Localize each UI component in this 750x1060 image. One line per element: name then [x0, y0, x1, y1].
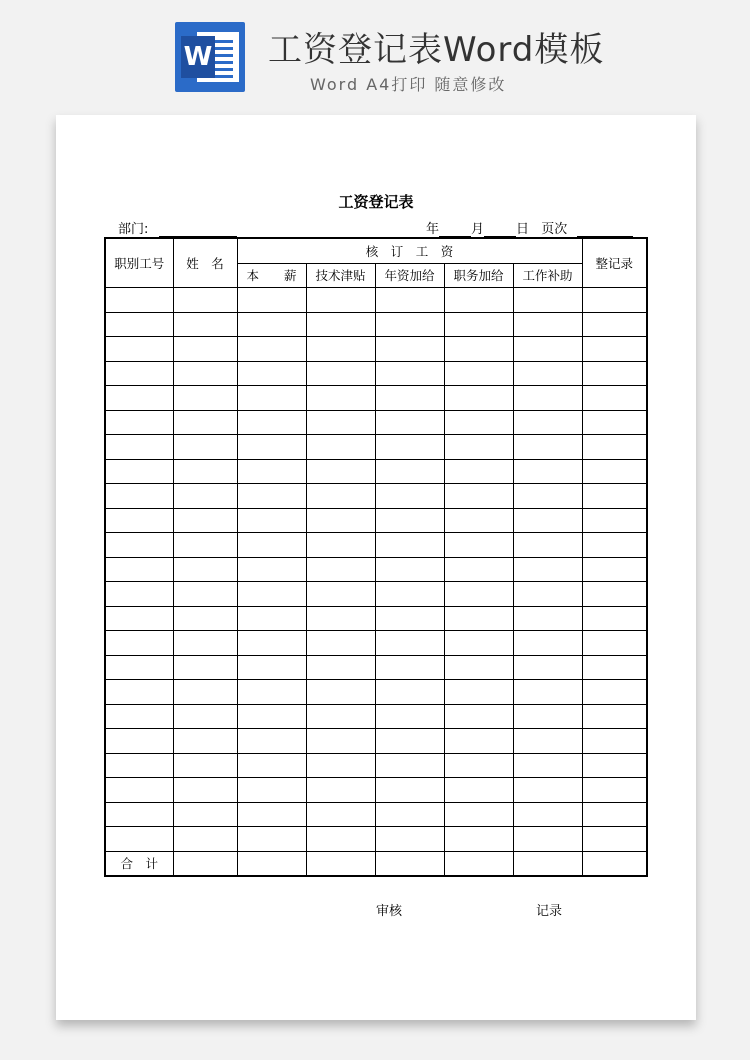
table-cell[interactable]	[513, 337, 582, 362]
table-cell[interactable]	[173, 704, 237, 729]
table-cell[interactable]	[582, 582, 647, 607]
table-cell[interactable]	[237, 680, 306, 705]
table-cell[interactable]	[306, 361, 375, 386]
table-row	[105, 753, 647, 778]
table-cell[interactable]	[513, 386, 582, 411]
table-cell[interactable]	[444, 533, 513, 558]
table-cell[interactable]	[237, 435, 306, 460]
table-cell[interactable]	[444, 655, 513, 680]
table-cell[interactable]	[513, 827, 582, 852]
table-cell[interactable]	[582, 729, 647, 754]
table-cell[interactable]	[306, 582, 375, 607]
day-label: 日	[516, 222, 530, 237]
table-cell[interactable]	[105, 410, 173, 435]
table-cell[interactable]	[375, 631, 444, 656]
table-cell[interactable]	[582, 655, 647, 680]
table-cell[interactable]	[444, 704, 513, 729]
table-cell[interactable]	[173, 484, 237, 509]
table-cell[interactable]	[375, 655, 444, 680]
table-cell[interactable]	[237, 631, 306, 656]
table-cell[interactable]	[105, 729, 173, 754]
table-cell[interactable]	[173, 606, 237, 631]
table-cell[interactable]	[444, 337, 513, 362]
table-cell[interactable]	[306, 508, 375, 533]
table-cell[interactable]	[375, 606, 444, 631]
col-position-pay: 职务加给	[444, 263, 513, 288]
table-cell[interactable]	[375, 582, 444, 607]
table-cell[interactable]	[173, 557, 237, 582]
table-cell[interactable]	[237, 484, 306, 509]
table-cell[interactable]	[306, 778, 375, 803]
table-cell[interactable]	[444, 680, 513, 705]
table-cell[interactable]	[173, 459, 237, 484]
table-cell[interactable]	[444, 802, 513, 827]
table-cell[interactable]	[582, 288, 647, 313]
table-cell[interactable]	[582, 802, 647, 827]
table-cell[interactable]	[375, 337, 444, 362]
table-cell[interactable]	[173, 778, 237, 803]
table-cell[interactable]	[582, 459, 647, 484]
table-cell[interactable]	[173, 361, 237, 386]
table-row	[105, 312, 647, 337]
table-cell[interactable]	[582, 386, 647, 411]
document-title: 工资登记表	[338, 193, 414, 211]
table-cell[interactable]	[237, 606, 306, 631]
table-cell[interactable]	[513, 361, 582, 386]
table-row	[105, 802, 647, 827]
total-cell[interactable]	[173, 851, 237, 876]
table-cell[interactable]	[375, 680, 444, 705]
table-cell[interactable]	[306, 631, 375, 656]
table-cell[interactable]	[105, 361, 173, 386]
total-cell[interactable]	[237, 851, 306, 876]
table-cell[interactable]	[513, 459, 582, 484]
col-tech-allowance: 技术津贴	[306, 263, 375, 288]
table-row	[105, 704, 647, 729]
total-row	[105, 851, 647, 876]
table-cell[interactable]	[237, 533, 306, 558]
document-page	[56, 115, 696, 1020]
table-cell[interactable]	[173, 410, 237, 435]
table-cell[interactable]	[306, 484, 375, 509]
table-cell[interactable]	[513, 508, 582, 533]
table-cell[interactable]	[513, 288, 582, 313]
table-cell[interactable]	[375, 361, 444, 386]
table-cell[interactable]	[237, 655, 306, 680]
word-logo-letter: W	[181, 36, 215, 78]
table-cell[interactable]	[237, 557, 306, 582]
table-row	[105, 459, 647, 484]
table-cell[interactable]	[237, 312, 306, 337]
table-cell[interactable]	[444, 312, 513, 337]
day-blank	[484, 223, 516, 237]
table-cell[interactable]	[173, 827, 237, 852]
table-cell[interactable]	[375, 288, 444, 313]
table-cell[interactable]	[582, 704, 647, 729]
table-cell[interactable]	[105, 680, 173, 705]
table-cell[interactable]	[582, 557, 647, 582]
table-cell[interactable]	[105, 655, 173, 680]
table-row	[105, 288, 647, 313]
table-cell[interactable]	[582, 435, 647, 460]
table-cell[interactable]	[582, 337, 647, 362]
table-cell[interactable]	[444, 827, 513, 852]
table-cell[interactable]	[582, 312, 647, 337]
col-adjust: 整记录	[582, 238, 647, 288]
table-cell[interactable]	[173, 533, 237, 558]
col-seniority-pay: 年资加给	[375, 263, 444, 288]
table-cell[interactable]	[105, 435, 173, 460]
date-page-field	[426, 218, 633, 237]
table-cell[interactable]	[582, 827, 647, 852]
page-label: 页次	[541, 222, 568, 237]
table-row	[105, 435, 647, 460]
table-row	[105, 729, 647, 754]
table-cell[interactable]	[237, 410, 306, 435]
table-cell[interactable]	[237, 386, 306, 411]
table-cell[interactable]	[173, 435, 237, 460]
table-cell[interactable]	[444, 484, 513, 509]
table-cell[interactable]	[105, 582, 173, 607]
total-label: 合 计	[105, 851, 173, 876]
table-cell[interactable]	[444, 508, 513, 533]
table-cell[interactable]	[173, 312, 237, 337]
col-name: 姓 名	[173, 238, 237, 288]
table-cell[interactable]	[582, 533, 647, 558]
department-label: 部门:	[118, 222, 149, 237]
table-cell[interactable]	[444, 778, 513, 803]
table-cell[interactable]	[105, 386, 173, 411]
table-cell[interactable]	[306, 680, 375, 705]
table-cell[interactable]	[513, 312, 582, 337]
table-cell[interactable]	[306, 802, 375, 827]
table-cell[interactable]	[582, 484, 647, 509]
table-cell[interactable]	[173, 802, 237, 827]
table-cell[interactable]	[105, 631, 173, 656]
table-cell[interactable]	[306, 704, 375, 729]
table-row	[105, 533, 647, 558]
department-field	[118, 218, 237, 237]
table-cell[interactable]	[306, 288, 375, 313]
table-cell[interactable]	[105, 802, 173, 827]
table-cell[interactable]	[105, 778, 173, 803]
table-row	[105, 557, 647, 582]
table-cell[interactable]	[306, 729, 375, 754]
table-cell[interactable]	[237, 508, 306, 533]
table-cell[interactable]	[513, 704, 582, 729]
table-cell[interactable]	[105, 484, 173, 509]
table-cell[interactable]	[237, 704, 306, 729]
table-cell[interactable]	[105, 533, 173, 558]
table-cell[interactable]	[375, 802, 444, 827]
table-cell[interactable]	[444, 753, 513, 778]
table-cell[interactable]	[237, 337, 306, 362]
table-cell[interactable]	[582, 410, 647, 435]
table-cell[interactable]	[237, 753, 306, 778]
total-cell[interactable]	[582, 851, 647, 876]
table-cell[interactable]	[173, 753, 237, 778]
table-cell[interactable]	[105, 288, 173, 313]
table-cell[interactable]	[237, 459, 306, 484]
table-cell[interactable]	[306, 606, 375, 631]
table-row	[105, 484, 647, 509]
table-cell[interactable]	[444, 729, 513, 754]
table-cell[interactable]	[105, 557, 173, 582]
table-cell[interactable]	[582, 680, 647, 705]
table-cell[interactable]	[306, 435, 375, 460]
table-cell[interactable]	[306, 827, 375, 852]
table-cell[interactable]	[105, 704, 173, 729]
table-cell[interactable]	[582, 778, 647, 803]
table-cell[interactable]	[306, 386, 375, 411]
table-cell[interactable]	[513, 680, 582, 705]
table-cell[interactable]	[375, 386, 444, 411]
table-cell[interactable]	[582, 631, 647, 656]
table-cell[interactable]	[375, 704, 444, 729]
table-cell[interactable]	[105, 337, 173, 362]
table-cell[interactable]	[444, 557, 513, 582]
table-cell[interactable]	[375, 435, 444, 460]
table-cell[interactable]	[105, 606, 173, 631]
table-cell[interactable]	[173, 680, 237, 705]
table-row	[105, 606, 647, 631]
table-row	[105, 655, 647, 680]
table-cell[interactable]	[105, 753, 173, 778]
month-blank	[439, 223, 471, 237]
table-cell[interactable]	[237, 288, 306, 313]
table-cell[interactable]	[444, 582, 513, 607]
table-cell[interactable]	[173, 729, 237, 754]
table-cell[interactable]	[237, 729, 306, 754]
col-base-salary: 本 薪	[237, 263, 306, 288]
table-cell[interactable]	[513, 631, 582, 656]
table-cell[interactable]	[105, 459, 173, 484]
table-cell[interactable]	[375, 557, 444, 582]
year-label: 年	[426, 222, 440, 237]
table-cell[interactable]	[375, 459, 444, 484]
table-cell[interactable]	[513, 533, 582, 558]
table-cell[interactable]	[513, 802, 582, 827]
table-cell[interactable]	[105, 508, 173, 533]
table-cell[interactable]	[444, 606, 513, 631]
table-cell[interactable]	[513, 729, 582, 754]
table-cell[interactable]	[375, 827, 444, 852]
table-cell[interactable]	[306, 753, 375, 778]
table-row	[105, 386, 647, 411]
total-cell[interactable]	[444, 851, 513, 876]
table-cell[interactable]	[173, 582, 237, 607]
table-cell[interactable]	[444, 386, 513, 411]
table-cell[interactable]	[237, 361, 306, 386]
table-cell[interactable]	[306, 459, 375, 484]
table-cell[interactable]	[444, 459, 513, 484]
total-cell[interactable]	[513, 851, 582, 876]
table-cell[interactable]	[105, 312, 173, 337]
table-row	[105, 337, 647, 362]
table-cell[interactable]	[513, 655, 582, 680]
table-row	[105, 361, 647, 386]
table-cell[interactable]	[105, 827, 173, 852]
table-row	[105, 778, 647, 803]
table-cell[interactable]	[375, 753, 444, 778]
table-cell[interactable]	[306, 337, 375, 362]
review-label: 审核	[376, 904, 403, 919]
table-cell[interactable]	[513, 557, 582, 582]
table-cell[interactable]	[173, 386, 237, 411]
table-cell[interactable]	[173, 655, 237, 680]
table-cell[interactable]	[444, 410, 513, 435]
table-row	[105, 508, 647, 533]
total-cell[interactable]	[375, 851, 444, 876]
wage-table	[104, 237, 648, 877]
table-cell[interactable]	[513, 435, 582, 460]
col-work-subsidy: 工作补助	[513, 263, 582, 288]
department-blank	[159, 223, 237, 237]
banner	[0, 0, 750, 110]
table-row	[105, 680, 647, 705]
month-label: 月	[471, 222, 485, 237]
table-cell[interactable]	[513, 753, 582, 778]
table-cell[interactable]	[375, 778, 444, 803]
table-cell[interactable]	[375, 410, 444, 435]
table-cell[interactable]	[375, 312, 444, 337]
banner-title: 工资登记表Word模板	[268, 30, 605, 70]
table-cell[interactable]	[306, 533, 375, 558]
table-cell[interactable]	[513, 484, 582, 509]
total-cell[interactable]	[306, 851, 375, 876]
table-cell[interactable]	[306, 557, 375, 582]
table-cell[interactable]	[582, 606, 647, 631]
table-cell[interactable]	[513, 582, 582, 607]
table-cell[interactable]	[237, 802, 306, 827]
table-row	[105, 410, 647, 435]
table-cell[interactable]	[173, 288, 237, 313]
table-cell[interactable]	[444, 361, 513, 386]
table-cell[interactable]	[173, 508, 237, 533]
table-cell[interactable]	[444, 435, 513, 460]
table-cell[interactable]	[582, 753, 647, 778]
record-label: 记录	[536, 904, 563, 919]
table-row	[105, 582, 647, 607]
table-cell[interactable]	[375, 508, 444, 533]
col-approved-wage: 核 订 工 资	[237, 238, 582, 263]
table-cell[interactable]	[582, 508, 647, 533]
col-emp-id: 职别工号	[105, 238, 173, 288]
table-row	[105, 631, 647, 656]
table-cell[interactable]	[375, 484, 444, 509]
table-cell[interactable]	[513, 606, 582, 631]
table-cell[interactable]	[173, 631, 237, 656]
table-cell[interactable]	[237, 582, 306, 607]
table-cell[interactable]	[444, 631, 513, 656]
table-cell[interactable]	[582, 361, 647, 386]
table-cell[interactable]	[306, 410, 375, 435]
table-row	[105, 827, 647, 852]
table-cell[interactable]	[513, 410, 582, 435]
table-cell[interactable]	[306, 655, 375, 680]
banner-subtitle: Word A4打印 随意修改	[310, 75, 507, 94]
table-cell[interactable]	[173, 337, 237, 362]
table-cell[interactable]	[237, 827, 306, 852]
table-cell[interactable]	[375, 533, 444, 558]
table-cell[interactable]	[237, 778, 306, 803]
word-icon	[175, 22, 245, 92]
table-cell[interactable]	[306, 312, 375, 337]
header-row	[105, 238, 647, 263]
table-cell[interactable]	[513, 778, 582, 803]
table-cell[interactable]	[375, 729, 444, 754]
page-blank	[577, 223, 633, 237]
table-cell[interactable]	[444, 288, 513, 313]
